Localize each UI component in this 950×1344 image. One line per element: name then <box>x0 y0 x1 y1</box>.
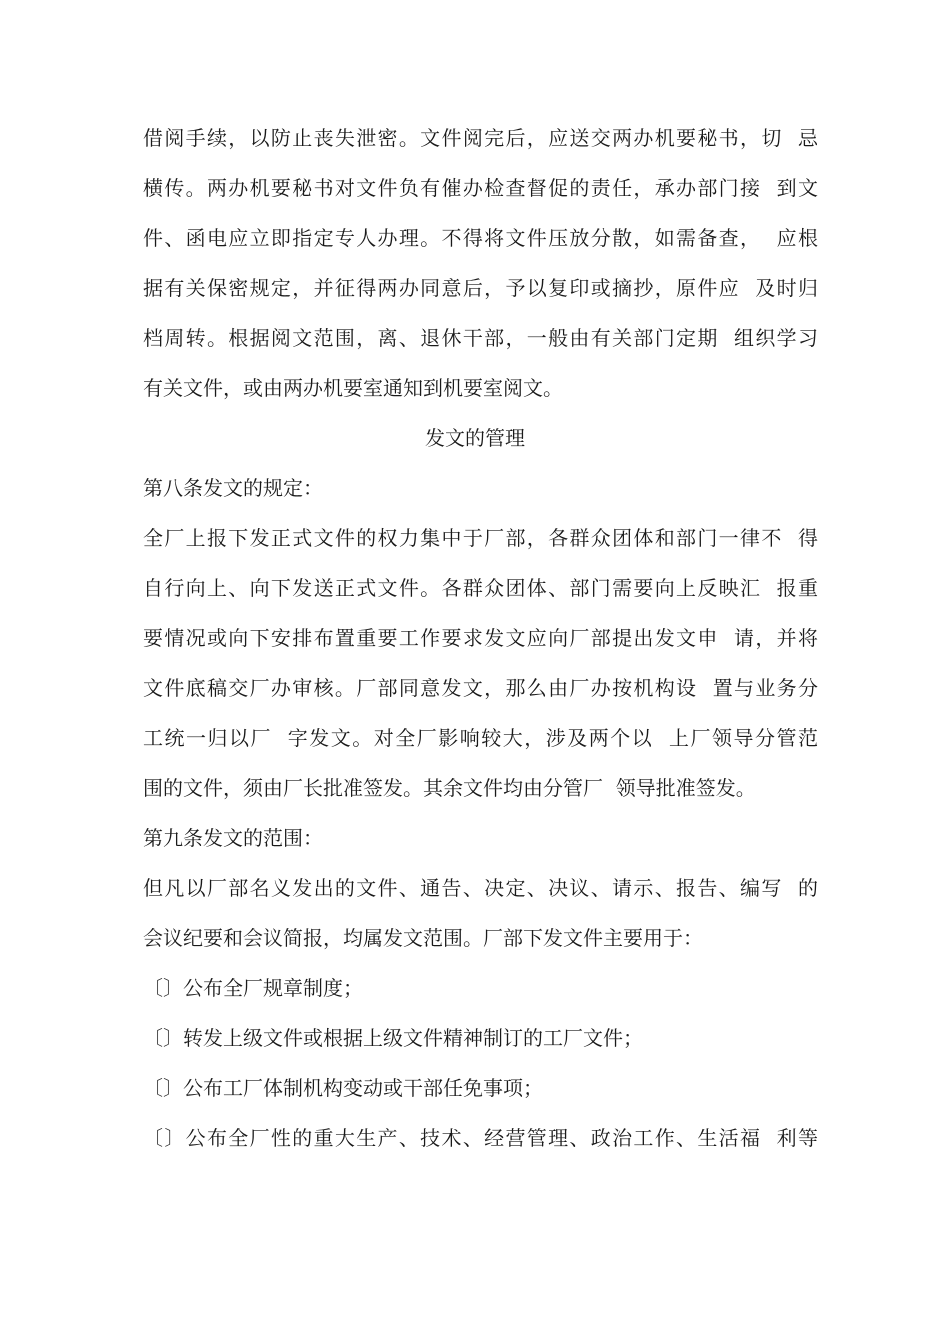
list-item: 〔〕公布全厂性的重大生产、技术、经营管理、政治工作、生活福 利等 <box>143 1126 818 1150</box>
text-line: 有关文件，或由两办机要室通知到机要室阅文。 <box>143 376 563 400</box>
list-item: 〔〕公布工厂体制机构变动或干部任免事项； <box>143 1076 543 1100</box>
list-item: 〔〕转发上级文件或根据上级文件精神制订的工厂文件； <box>143 1026 643 1050</box>
text-line: 档周转。根据阅文范围，离、退休干部，一般由有关部门定期 组织学习 <box>143 326 818 350</box>
article-title: 第八条发文的规定： <box>143 476 323 500</box>
text-line: 要情况或向下安排布置重要工作要求发文应向厂部提出发文申 请，并将 <box>143 626 818 650</box>
text-line: 工统一归以厂 字发文。对全厂影响较大，涉及两个以 上厂领导分管范 <box>143 726 818 750</box>
section-heading: 发文的管理 <box>425 426 525 450</box>
text-line: 围的文件，须由厂长批准签发。其余文件均由分管厂 领导批准签发。 <box>143 776 756 800</box>
text-line: 会议纪要和会议简报，均属发文范围。厂部下发文件主要用于： <box>143 926 703 950</box>
text-line: 自行向上、向下发送正式文件。各群众团体、部门需要向上反映汇 报重 <box>143 576 818 600</box>
text-line: 据有关保密规定，并征得两办同意后，予以复印或摘抄，原件应 及时归 <box>143 276 818 300</box>
article-title: 第九条发文的范围： <box>143 826 323 850</box>
text-line: 但凡以厂部名义发出的文件、通告、决定、决议、请示、报告、编写 的 <box>143 876 818 900</box>
text-line: 全厂上报下发正式文件的权力集中于厂部，各群众团体和部门一律不 得 <box>143 526 818 550</box>
text-line: 借阅手续，以防止丧失泄密。文件阅完后，应送交两办机要秘书，切 忌 <box>143 126 818 150</box>
list-item: 〔〕公布全厂规章制度； <box>143 976 363 1000</box>
text-line: 文件底稿交厂办审核。厂部同意发文，那么由厂办按机构设 置与业务分 <box>143 676 818 700</box>
text-line: 横传。两办机要秘书对文件负有催办检查督促的责任，承办部门接 到文 <box>143 176 818 200</box>
text-line: 件、函电应立即指定专人办理。不得将文件压放分散，如需备查， 应根 <box>143 226 818 250</box>
